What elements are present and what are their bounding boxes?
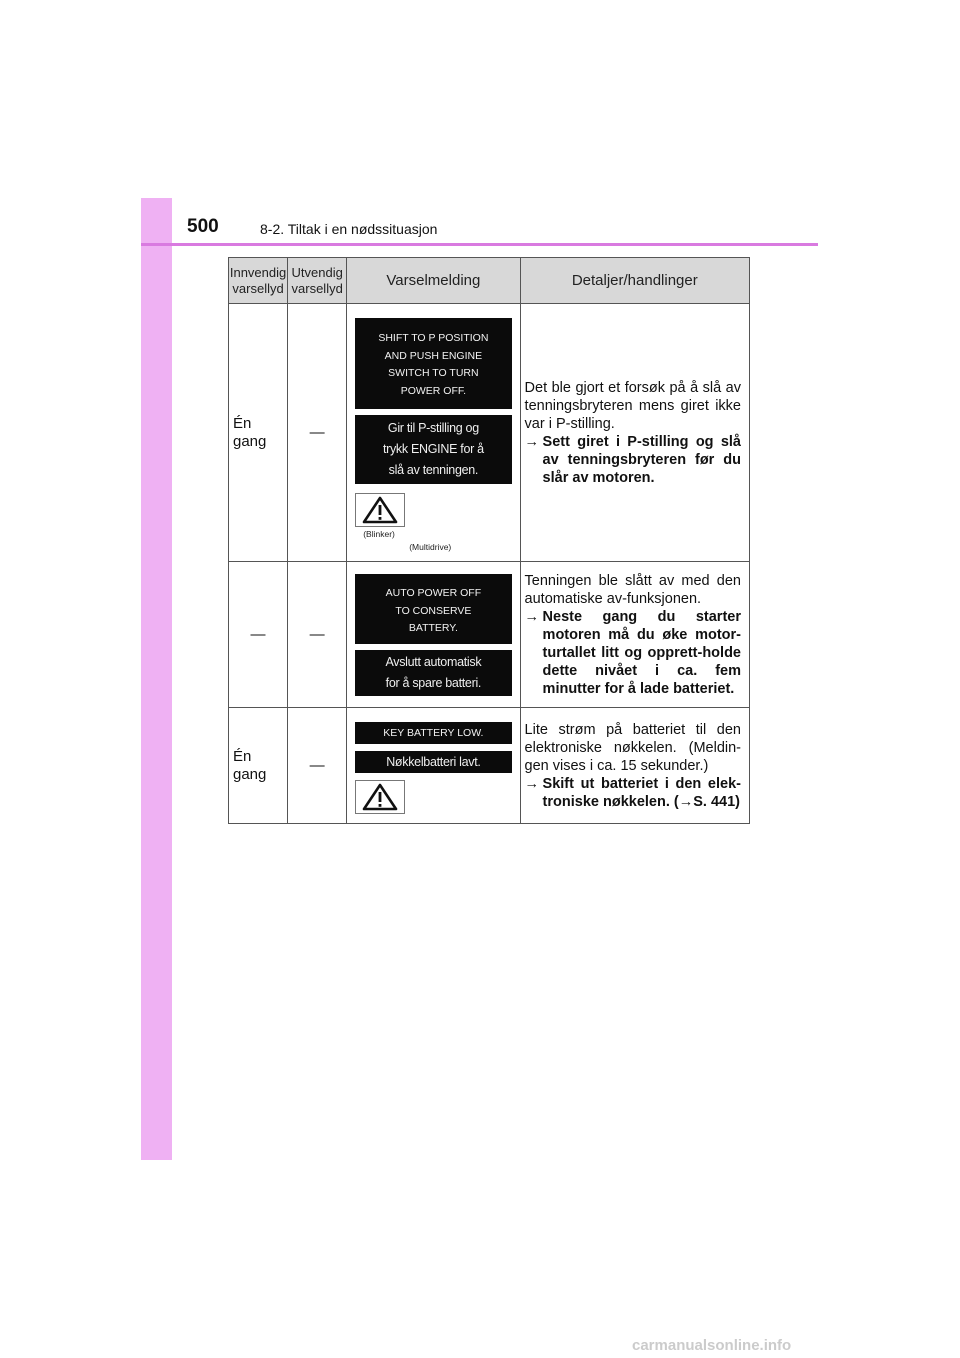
external-buzzer-cell: — <box>288 708 347 824</box>
blink-caption: (Blinker) <box>363 529 395 539</box>
details-cell <box>520 304 749 562</box>
section-title: 8-2. Tiltak i en nødssituasjon <box>260 221 438 237</box>
details-cell <box>520 708 749 824</box>
message-display-en: SHIFT TO P POSITION AND PUSH ENGINE SWITCH TO TURN POWER OFF. <box>355 318 511 409</box>
details-description: Tenningen ble slått av med den automatiske av-funksjonen. <box>524 572 741 607</box>
warning-box <box>355 780 405 814</box>
warning-triangle-icon <box>362 783 398 811</box>
details-cell <box>520 562 749 708</box>
header-rule <box>141 243 818 246</box>
external-buzzer-cell: — <box>288 562 347 708</box>
table-row <box>229 304 750 562</box>
header-external-buzzer: Utvendig varsellyd <box>288 258 347 304</box>
arrow-icon: → <box>524 608 540 625</box>
message-display-en: AUTO POWER OFF TO CONSERVE BATTERY. <box>355 574 511 644</box>
details-description: Lite strøm på batteriet til den elektroniske nøkkelen. (Meldin-gen vises i ca. 15 sekunder.) <box>524 721 741 774</box>
message-display-no: Gir til P-stilling og trykk ENGINE for å slå av tenningen. <box>355 415 511 484</box>
arrow-icon: → <box>524 775 540 792</box>
header-details: Detaljer/handlinger <box>520 258 749 304</box>
external-buzzer-cell: — <box>288 304 347 562</box>
warning-table <box>228 257 750 824</box>
svg-text:carmanualsonline.info: carmanualsonline.info <box>632 1337 792 1354</box>
internal-buzzer-cell: Én gang <box>229 708 288 824</box>
table-row <box>229 708 750 824</box>
details-description: Det ble gjort et forsøk på å slå av tenningsbryteren mens giret ikke var i P-stilling. <box>524 379 741 432</box>
details-action: → Skift ut batteriet i den elek-troniske nøkkelen. (→S. 441) <box>524 775 741 810</box>
page-number: 500 <box>187 216 219 237</box>
internal-buzzer-cell: Én gang <box>229 304 288 562</box>
chapter-tab <box>141 198 172 1160</box>
message-display-no: Avslutt automatisk for å spare batteri. <box>355 650 511 696</box>
message-cell <box>347 708 520 824</box>
header-warning-message: Varselmelding <box>347 258 520 304</box>
table-header-row <box>229 258 750 304</box>
multidrive-caption: (Multidrive) <box>409 542 452 552</box>
details-action: → Sett giret i P-stilling og slå av tenningsbryteren før du slår av motoren. <box>524 433 741 486</box>
warning-triangle-icon <box>362 496 398 524</box>
internal-buzzer-cell: — <box>229 562 288 708</box>
message-cell <box>347 562 520 708</box>
message-display-no: Nøkkelbatteri lavt. <box>355 751 511 773</box>
arrow-icon: → <box>524 433 540 450</box>
watermark <box>628 1336 956 1354</box>
details-action: → Neste gang du starter motoren må du øke motor-turtallet litt og opprett-holde dette nivået i ca. fem minutter for å lade batteriet. <box>524 608 741 697</box>
table-row <box>229 562 750 708</box>
header-internal-buzzer: Innvendig varsellyd <box>229 258 288 304</box>
message-display-en: KEY BATTERY LOW. <box>355 722 511 744</box>
message-cell <box>347 304 520 562</box>
warning-box <box>355 493 405 527</box>
